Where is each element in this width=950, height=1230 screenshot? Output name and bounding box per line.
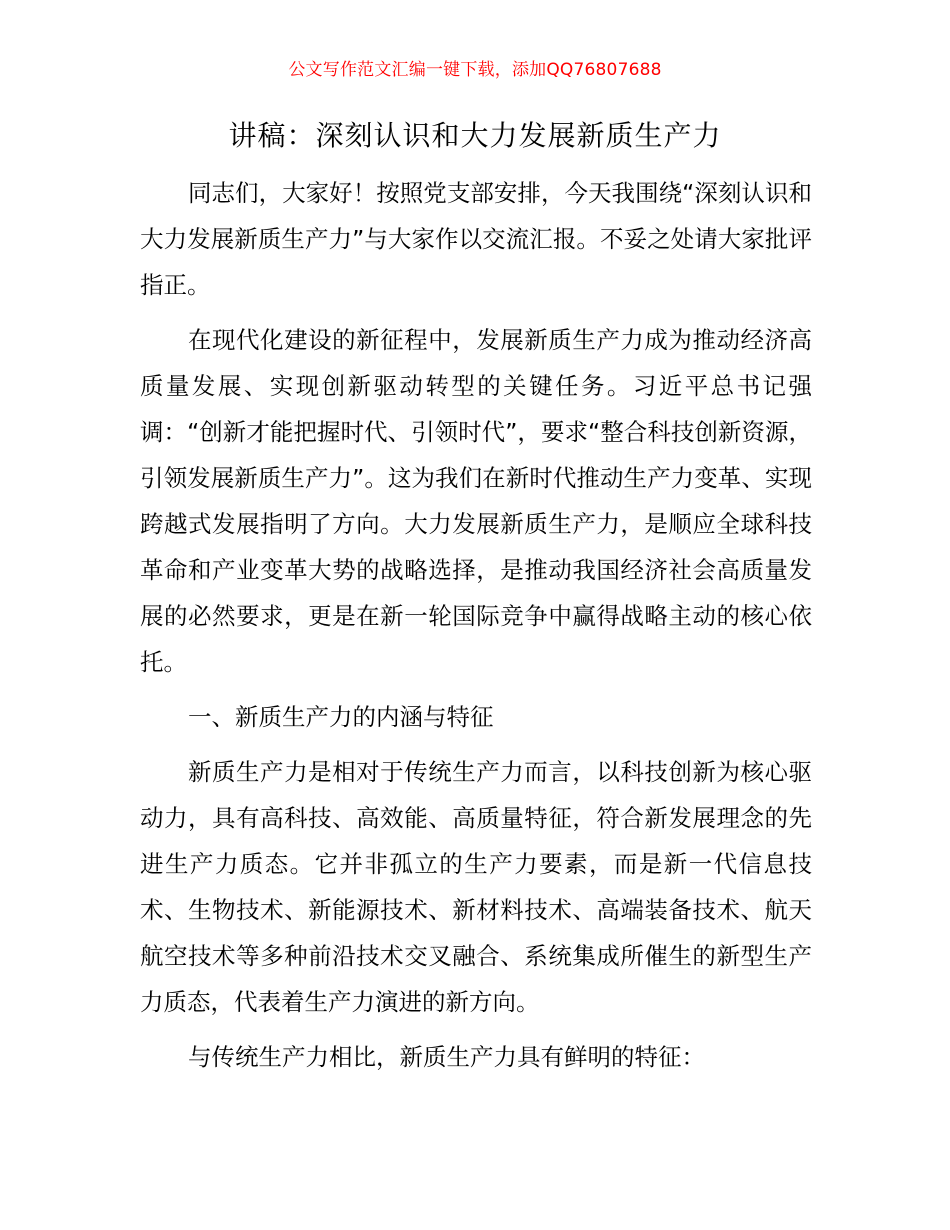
document-body bbox=[140, 170, 812, 1089]
section-heading-1: 一、新质生产力的内涵与特征 bbox=[188, 703, 494, 731]
paragraph-definition: 新质生产力是相对于传统生产力而言，以科技创新为核心驱动力，具有高科技、高效能、高质量特征，符合新发展理念的先进生产力质态。它并非孤立的生产力要素，而是新一代信息技术、生物技术、新能源技术、新材料技术、高端装备技术、航天航空技术等多种前沿技术交叉融合、系统集成所催生的新型生产力质态，代表着生产力演进的新方向。 bbox=[140, 758, 812, 1016]
paragraph-features-lead: 与传统生产力相比，新质生产力具有鲜明的特征： bbox=[188, 1043, 705, 1071]
paragraph-greeting: 同志们，大家好！按照党支部安排，今天我围绕“深刻认识和大力发展新质生产力”与大家作以交流汇报。不妥之处请大家批评指正。 bbox=[140, 179, 812, 299]
paragraph-intro: 在现代化建设的新征程中，发展新质生产力成为推动经济高质量发展、实现创新驱动转型的关键任务。习近平总书记强调：“创新才能把握时代、引领时代”，要求“整合科技创新资源，引领发展新质生产力”。这为我们在新时代推动生产力变革、实现跨越式发展指明了方向。大力发展新质生产力，是顺应全球科技革命和产业变革大势的战略选择，是推动我国经济社会高质量发展的必然要求，更是在新一轮国际竞争中赢得战略主动的核心依托。 bbox=[140, 326, 812, 676]
header-ad-text: 公文写作范文汇编一键下载，添加QQ76807688 bbox=[288, 60, 662, 80]
page-title: 讲稿：深刻认识和大力发展新质生产力 bbox=[228, 119, 722, 152]
